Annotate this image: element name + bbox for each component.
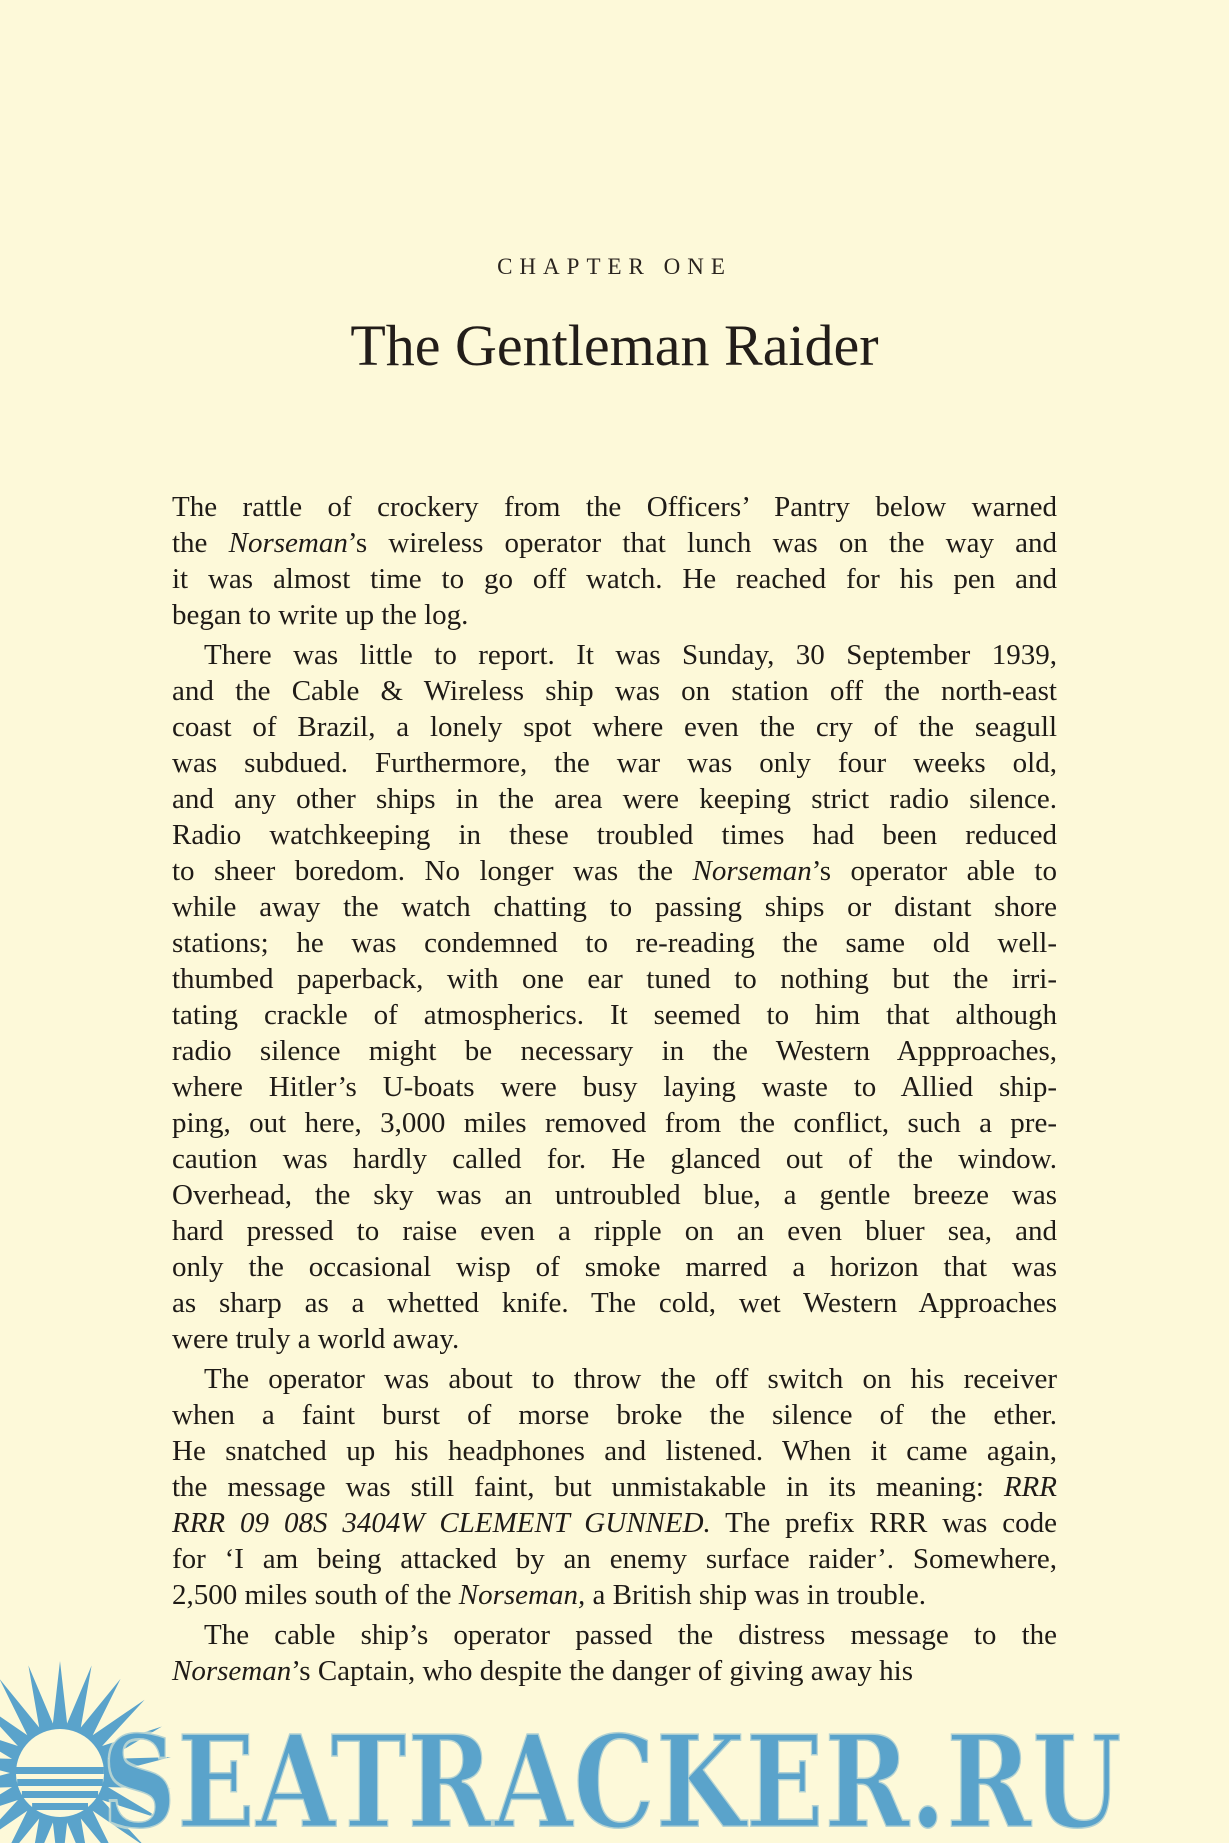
text-segment: radio silence might be necessary in the Western Appproaches, xyxy=(172,1035,1057,1067)
text-segment: stations; he was condemned to re-reading the same old well- xyxy=(172,927,1057,959)
text-segment: the xyxy=(172,527,229,559)
text-line xyxy=(172,745,1057,781)
watermark-graphic xyxy=(0,1655,1229,1843)
text-line xyxy=(172,853,1057,889)
text-line xyxy=(172,1249,1057,1285)
text-segment: where Hitler’s U-boats were busy laying waste to Allied ship- xyxy=(172,1071,1057,1103)
text-line xyxy=(172,709,1057,745)
text-line xyxy=(172,817,1057,853)
text-segment: the message was still faint, but unmistakable in its meaning: xyxy=(172,1471,1004,1503)
text-segment: for ‘I am being attacked by an enemy surface raider’. Somewhere, xyxy=(172,1543,1057,1575)
text-segment: and any other ships in the area were keeping strict radio silence. xyxy=(172,783,1057,815)
text-line xyxy=(172,1285,1057,1321)
sun-horizon-stripe xyxy=(22,1791,98,1798)
text-segment: The rattle of crockery from the Officers’ Pantry below warned xyxy=(172,491,1057,523)
text-line xyxy=(172,1617,1057,1653)
text-segment: when a faint burst of morse broke the silence of the ether. xyxy=(172,1399,1057,1431)
text-line xyxy=(172,525,1057,561)
text-segment: Radio watchkeeping in these troubled times had been reduced xyxy=(172,819,1057,851)
text-segment: ’s Captain, who despite the danger of giving away his xyxy=(291,1655,913,1687)
text-segment: thumbed paperback, with one ear tuned to nothing but the irri- xyxy=(172,963,1057,995)
text-line xyxy=(172,1505,1057,1541)
text-segment: as sharp as a whetted knife. The cold, wet Western Approaches xyxy=(172,1287,1057,1319)
text-segment: caution was hardly called for. He glanced out of the window. xyxy=(172,1143,1057,1175)
text-segment: The operator was about to throw the off switch on his receiver xyxy=(204,1363,1057,1395)
text-segment: ping, out here, 3,000 miles removed from the conflict, such a pre- xyxy=(172,1107,1057,1139)
text-line xyxy=(172,997,1057,1033)
text-segment: He snatched up his headphones and listened. When it came again, xyxy=(172,1435,1057,1467)
italic-text: Norseman, xyxy=(458,1579,586,1611)
text-line xyxy=(172,1397,1057,1433)
text-segment: while away the watch chatting to passing ships or distant shore xyxy=(172,891,1057,923)
text-segment: ’s operator able to xyxy=(811,855,1057,887)
chapter-body xyxy=(172,489,1057,1689)
text-line xyxy=(172,637,1057,673)
text-segment: hard pressed to raise even a ripple on an even bluer sea, and xyxy=(172,1215,1057,1247)
text-segment: There was little to report. It was Sunday, 30 September 1939, xyxy=(204,639,1057,671)
text-segment: a British ship was in trouble. xyxy=(585,1579,926,1611)
text-line xyxy=(172,1213,1057,1249)
text-line xyxy=(172,1141,1057,1177)
sun-horizon-stripe xyxy=(16,1767,104,1774)
italic-text: RRR 09 08S 3404W CLEMENT GUNNED. xyxy=(172,1507,711,1539)
text-segment: were truly a world away. xyxy=(172,1323,460,1355)
text-line xyxy=(172,1321,1057,1357)
chapter-label: CHAPTER ONE xyxy=(497,254,732,279)
text-segment: only the occasional wisp of smoke marred a horizon that was xyxy=(172,1251,1057,1283)
watermark-text-inline: SEATRACKER.RU xyxy=(102,1708,1122,1843)
sun-horizon-stripe xyxy=(17,1779,103,1786)
italic-text: Norseman xyxy=(172,1655,292,1687)
text-segment: The cable ship’s operator passed the distress message to the xyxy=(204,1619,1057,1651)
text-line xyxy=(172,1541,1057,1577)
text-line xyxy=(172,673,1057,709)
watermark xyxy=(0,1655,1229,1843)
text-line xyxy=(172,1069,1057,1105)
watermark-text: SEATRACKER.RU xyxy=(102,1708,1122,1843)
italic-text: RRR xyxy=(1003,1471,1057,1503)
chapter-title: The Gentleman Raider xyxy=(350,313,879,378)
text-segment: was subdued. Furthermore, the war was only four weeks old, xyxy=(172,747,1057,779)
text-line xyxy=(172,489,1057,525)
text-segment: began to write up the log. xyxy=(172,599,469,631)
text-line xyxy=(172,781,1057,817)
text-line xyxy=(172,1469,1057,1505)
text-segment: and the Cable & Wireless ship was on station off the north-east xyxy=(172,675,1057,707)
text-line xyxy=(172,1105,1057,1141)
text-segment: 2,500 miles south of the xyxy=(172,1579,459,1611)
text-segment: coast of Brazil, a lonely spot where even the cry of the seagull xyxy=(172,711,1057,743)
italic-text: Norseman xyxy=(692,855,812,887)
text-line xyxy=(172,961,1057,997)
text-line xyxy=(172,1177,1057,1213)
text-line xyxy=(172,561,1057,597)
text-segment: to sheer boredom. No longer was the xyxy=(172,855,693,887)
text-line xyxy=(172,1433,1057,1469)
text-segment: ’s wireless operator that lunch was on the way and xyxy=(347,527,1057,559)
text-segment: tating crackle of atmospherics. It seemed to him that although xyxy=(172,999,1057,1031)
text-segment: it was almost time to go off watch. He reached for his pen and xyxy=(172,563,1057,595)
text-line xyxy=(172,925,1057,961)
italic-text: Norseman xyxy=(228,527,348,559)
text-line xyxy=(172,1033,1057,1069)
text-segment: The prefix RRR was code xyxy=(710,1507,1057,1539)
sun-horizon-stripe xyxy=(32,1803,88,1810)
text-line xyxy=(172,597,1057,633)
text-segment: Overhead, the sky was an untroubled blue, a gentle breeze was xyxy=(172,1179,1057,1211)
text-line xyxy=(172,889,1057,925)
text-line xyxy=(172,1577,1057,1613)
text-line xyxy=(172,1361,1057,1397)
